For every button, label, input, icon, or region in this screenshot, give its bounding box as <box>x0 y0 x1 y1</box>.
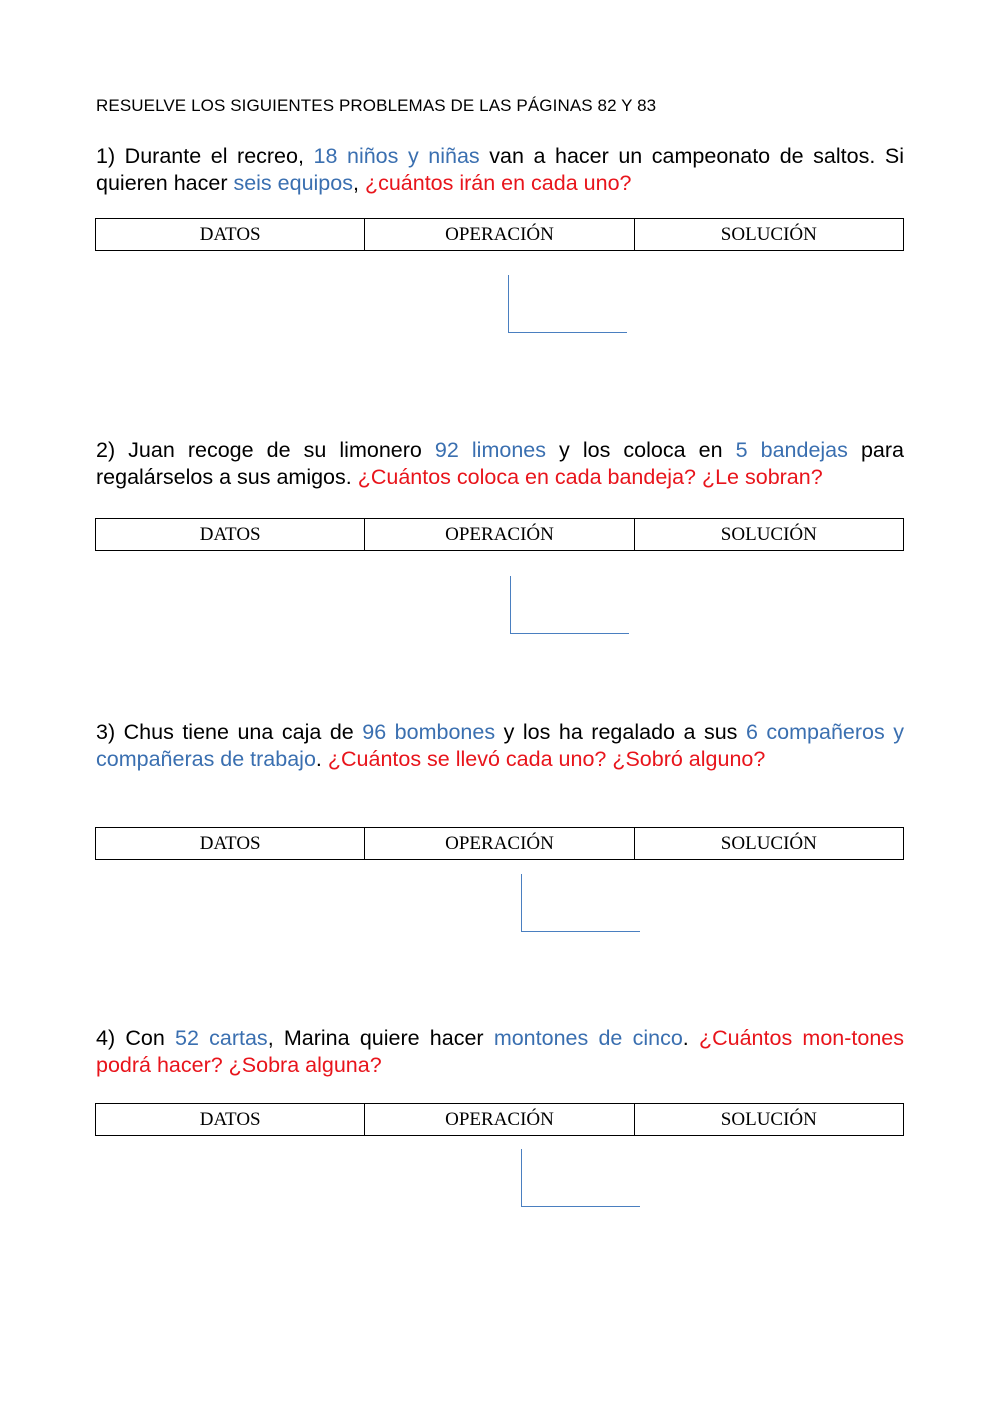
division-bracket <box>510 576 629 634</box>
operacion-header: OPERACIÓN <box>365 519 634 551</box>
division-bracket <box>521 1149 640 1207</box>
problem-text: . <box>682 1026 699 1050</box>
problem-4-statement <box>96 1025 904 1079</box>
solucion-header: SOLUCIÓN <box>634 219 903 251</box>
problem-text: y los ha regalado a sus <box>495 720 746 744</box>
problem-text: 1) Durante el recreo, <box>96 144 314 168</box>
problem-question: ¿Cuántos coloca en cada bandeja? ¿Le sobran? <box>357 465 823 489</box>
problem-question: ¿Cuántos mon-tones podrá hacer? ¿Sobra alguna? <box>96 1026 904 1077</box>
page-title: RESUELVE LOS SIGUIENTES PROBLEMAS DE LAS PÁGINAS 82 Y 83 <box>96 96 657 115</box>
problem-3-statement <box>96 719 904 773</box>
problem-data-highlight: 52 cartas <box>175 1026 268 1050</box>
problem-text: 4) Con <box>96 1026 175 1050</box>
problem-text: , <box>352 171 365 195</box>
solucion-header: SOLUCIÓN <box>634 828 903 860</box>
problem-data-highlight: montones de cinco <box>493 1026 683 1050</box>
solucion-header: SOLUCIÓN <box>634 519 903 551</box>
problem-1-answer-table <box>95 218 904 251</box>
problem-data-highlight: seis equipos <box>233 171 353 195</box>
problem-4-answer-table <box>95 1103 904 1136</box>
problem-text: van a hacer un campeonato de saltos. Si quieren hacer <box>96 144 904 195</box>
problem-data-highlight: 18 niños y niñas <box>313 144 480 168</box>
datos-header: DATOS <box>96 1104 365 1136</box>
problem-1-statement <box>96 143 904 197</box>
datos-header: DATOS <box>96 828 365 860</box>
operacion-header: OPERACIÓN <box>365 828 634 860</box>
problem-text: para regalárselos a sus amigos. <box>96 438 904 489</box>
operacion-header: OPERACIÓN <box>365 1104 634 1136</box>
problem-2-answer-table <box>95 518 904 551</box>
problem-data-highlight: 92 limones <box>434 438 546 462</box>
division-bracket <box>508 275 627 333</box>
datos-header: DATOS <box>96 519 365 551</box>
datos-header: DATOS <box>96 219 365 251</box>
problem-text: 3) Chus tiene una caja de <box>96 720 363 744</box>
problem-data-highlight: 96 bombones <box>362 720 496 744</box>
operacion-header: OPERACIÓN <box>365 219 634 251</box>
problem-text: . <box>315 747 328 771</box>
problem-text: y los coloca en <box>545 438 736 462</box>
problem-3-answer-table <box>95 827 904 860</box>
problem-data-highlight: 5 bandejas <box>735 438 848 462</box>
problem-text: 2) Juan recoge de su limonero <box>96 438 435 462</box>
problem-data-highlight: 6 compañeros y compañeras de trabajo <box>96 720 905 771</box>
division-bracket <box>521 874 640 932</box>
problem-text: , Marina quiere hacer <box>267 1026 494 1050</box>
problem-2-statement <box>96 437 904 491</box>
problem-question: ¿cuántos irán en cada uno? <box>364 171 632 195</box>
solucion-header: SOLUCIÓN <box>634 1104 903 1136</box>
problem-question: ¿Cuántos se llevó cada uno? ¿Sobró alguno? <box>327 747 766 771</box>
